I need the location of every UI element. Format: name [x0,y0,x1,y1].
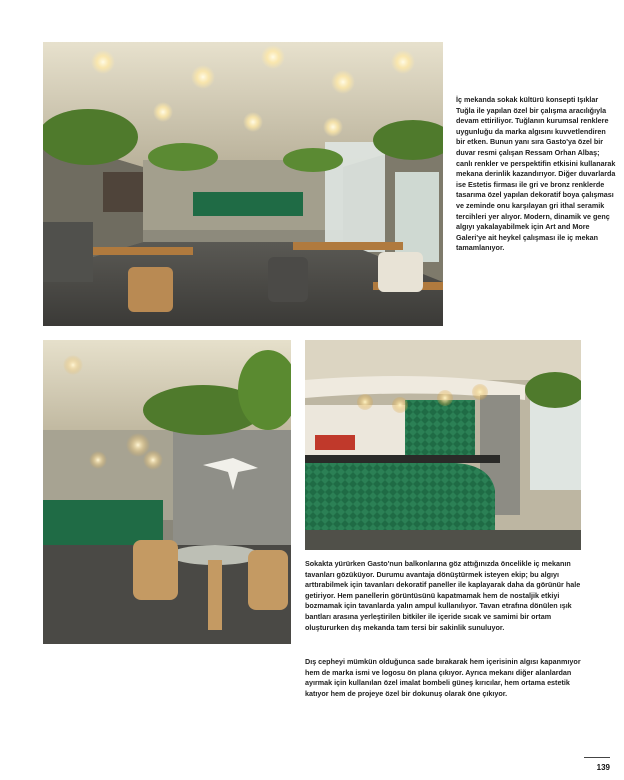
page-number-rule [584,757,610,758]
article-paragraph-facade: Dış cepheyi mümkün olduğunca sade bırakarak hem içerisinin algısı kapanmıyor hem de marka ismi ve logosu ön plana çıkıyor. Ayrıca mekanı diğer alanlardan ayırmak için kullanılan özel imalat bombeli güneş kırıcılar, hem ortama estetik katıyor hem de projeye özel bir dokunuş olarak öne çıkıyor. [305,657,581,698]
seating-sculpture-illustration [43,340,291,644]
seating-sculpture-photo [43,340,291,644]
tiled-bar-illustration [305,340,581,550]
restaurant-interior-photo [43,42,443,326]
page-number: 139 [596,763,610,772]
article-paragraph-ceiling: Sokakta yürürken Gasto'nun balkonlarına göz attığınızda öncelikle iç mekanın tavanları gözüküyor. Durumu avantaja dönüştürmek isteyen ekip; bu algıyı arttırabilmek için tavanları dekoratif paneller ile kaplayarak daha da görünür hale getiriyor. Hem panellerin görüntüsünü kapatmamak hem de nostaljik etkiyi bozmamak için tavanlarda yalın ampul kullanılıyor. Tavan etrafına dönülen ışık bantları arasına yerleştirilen bitkiler ile içeride sıcak ve samimi bir ortam oluştururken dış mekanda tam tersi bir sakinlik sunuluyor. [305,559,581,632]
article-paragraph-right: İç mekanda sokak kültürü konsepti Işıklar Tuğla ile yapılan özel bir çalışma aracılığıyla devam ettiriliyor. Tuğlanın kurumsal renklere uygunluğu da marka algısını kuvvetlendiren bir etken. Bunun yanı sıra Gasto'ya özel bir duvar resmi çalışan Ressam Orhan Albaş; canlı renkler ve perspektifin etkisini kullanarak mekana derinlik kazandırıyor. Diğer duvarlarda ise Estetis firması ile gri ve bronz renklerde tasarıma özel yapılan dekoratif boya çalışması ve zeminde onu karşılayan gri ithal seramik tercihleri yer alıyor. Modern, dinamik ve genç algıyı yakalayabilmek için Art and More Galeri'ye ait heykel çalışması ile iç mekan tamamlanıyor. [456,95,616,253]
tiled-bar-photo [305,340,581,550]
restaurant-interior-illustration [43,42,443,326]
